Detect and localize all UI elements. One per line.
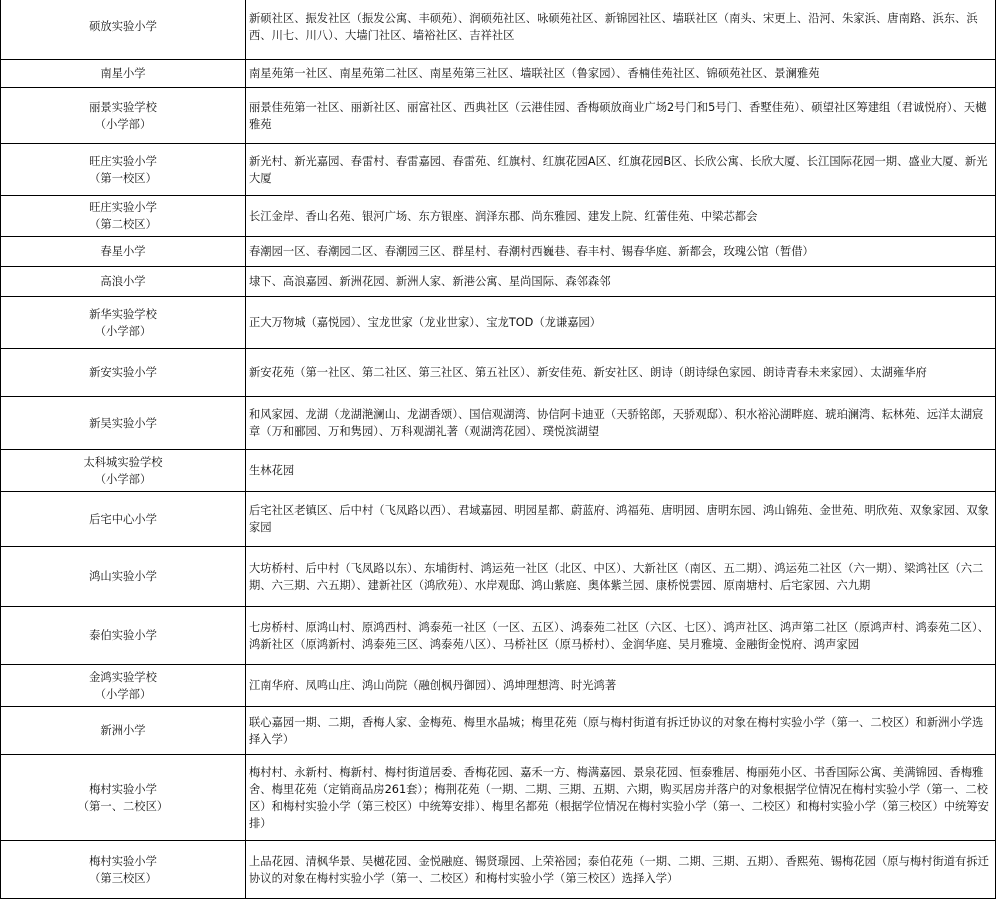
school-name: 高浪小学 xyxy=(1,267,246,297)
school-name xyxy=(1,88,246,144)
table-row xyxy=(1,60,996,88)
school-name-text: 新华实验学校 （小学部） xyxy=(89,307,157,338)
school-name: 新安实验小学 xyxy=(1,349,246,397)
table-row xyxy=(1,297,996,349)
table-row xyxy=(1,144,996,196)
school-name: 泰伯实验小学 xyxy=(1,607,246,665)
table-row xyxy=(1,349,996,397)
district-area: 梅村村、永新村、梅新村、梅村街道居委、香梅花园、嘉禾一方、梅满嘉园、景泉花园、恒泰雅居、梅丽苑小区、书香国际公寓、美满锦园、香梅雅舍、梅里花苑（定销商品房261套）；梅荆花苑（一期、二期、三期、五期、六期，购买居房并落户的对象根据学位情况在梅村实验小学（第一、二校区）和梅村实验小学（第三校区）中统筹安排）、梅里名都苑（根据学位情况在梅村实验小学（第一、二校区）和梅村实验小学（第三校区）中统筹安排） xyxy=(246,755,996,841)
school-name xyxy=(1,755,246,841)
school-name-text: 梅村实验小学 （第一、二校区） xyxy=(77,782,169,813)
district-area: 南星苑第一社区、南星苑第二社区、南星苑第三社区、墙联社区（鲁家园）、香楠佳苑社区、锦硕苑社区、景澜雅苑 xyxy=(246,60,996,88)
table-row xyxy=(1,397,996,450)
school-name: 硕放实验小学 xyxy=(1,0,246,60)
table-row xyxy=(1,450,996,492)
school-name: 春星小学 xyxy=(1,237,246,267)
district-area: 春潮园一区、春潮园二区、春潮园三区、群星村、春潮村西巍巷、春丰村、锡春华庭、新都会，玫瑰公馆（暂借） xyxy=(246,237,996,267)
school-name: 新吴实验小学 xyxy=(1,397,246,450)
school-name: 鸿山实验小学 xyxy=(1,547,246,607)
school-name xyxy=(1,665,246,707)
school-name xyxy=(1,841,246,899)
table-row xyxy=(1,841,996,899)
table-row xyxy=(1,492,996,547)
school-name-text: 丽景实验学校 （小学部） xyxy=(89,100,157,131)
table-row xyxy=(1,88,996,144)
district-area: 后宅社区老镇区、后中村（飞凤路以西）、君域嘉园、明园星都、蔚蓝府、鸿福苑、唐明园、唐明东园、鸿山锦苑、金世苑、明欣苑、双象家园、双象家园 xyxy=(246,492,996,547)
school-name xyxy=(1,196,246,237)
school-name xyxy=(1,144,246,196)
school-name xyxy=(1,297,246,349)
district-area: 联心嘉园一期、二期，香梅人家、金梅苑、梅里水晶城；梅里花苑（原与梅村街道有拆迁协议的对象在梅村实验小学（第一、二校区）和新洲小学选择入学） xyxy=(246,707,996,755)
district-area: 上品花园、清枫华景、吴樾花园、金悦融庭、锡贤璟园、上荣裕园；泰伯花苑（一期、二期、三期、五期）、香熙苑、锡梅花园（原与梅村街道有拆迁协议的对象在梅村实验小学（第一、二校区）和梅村实验小学（第三校区）选择入学） xyxy=(246,841,996,899)
school-name-text: 金鸿实验学校 （小学部） xyxy=(89,670,157,701)
district-area: 正大万物城（嘉悦园）、宝龙世家（龙业世家）、宝龙TOD（龙谦嘉园） xyxy=(246,297,996,349)
table-row xyxy=(1,547,996,607)
district-area: 江南华府、凤鸣山庄、鸿山尚院（融创枫丹御园）、鸿坤理想湾、时光鸿著 xyxy=(246,665,996,707)
school-name-text: 旺庄实验小学 （第一校区） xyxy=(89,154,157,185)
school-name-text: 太科城实验学校 （小学部） xyxy=(83,455,163,486)
district-area: 大坊桥村、后中村（飞凤路以东）、东埔街村、鸿运苑一社区（北区、中区）、大新社区（南区、五二期）、鸿运苑二社区（六一期）、梁鸿社区（六二期、六三期、六五期）、建新社区（鸿欣苑）、水岸观邸、鸿山紫庭、奥体紫兰园、康桥悦雲园、原南塘村、后宅家园、六九期 xyxy=(246,547,996,607)
table-row xyxy=(1,196,996,237)
district-area: 新硕社区、振发社区（振发公寓、丰硕苑）、润硕苑社区、咏硕苑社区、新锦园社区、墙联社区（南头、宋更上、沿河、朱家浜、唐南路、浜东、浜西、川七、川八）、大墙门社区、墙裕社区、吉祥社区 xyxy=(246,0,996,60)
district-area: 七房桥村、原鸿山村、原鸿西村、鸿泰苑一社区（一区、五区）、鸿泰苑二社区（六区、七区）、鸿声社区、鸿声第二社区（原鸿声村、鸿泰苑二区）、鸿新社区（原鸿新村、鸿泰苑三区、鸿泰苑八区）、马桥社区（原马桥村）、金润华庭、吴月雅境、金融街金悦府、鸿声家园 xyxy=(246,607,996,665)
school-name xyxy=(1,450,246,492)
school-name: 南星小学 xyxy=(1,60,246,88)
school-name-text: 旺庄实验小学 （第二校区） xyxy=(89,201,157,231)
district-area: 新光村、新光嘉园、春雷村、春雷嘉园、春雷苑、红旗村、红旗花园A区、红旗花园B区、长欣公寓、长欣大厦、长江国际花园一期、盛业大厦、新光大厦 xyxy=(246,144,996,196)
table-row xyxy=(1,607,996,665)
district-area: 丽景佳苑第一社区、丽新社区、丽富社区、西典社区（云港佳园、香梅硕放商业广场2号门和5号门、香墅佳苑）、硕望社区筹建组（君诚悦府）、天樾雅苑 xyxy=(246,88,996,144)
school-name: 新洲小学 xyxy=(1,707,246,755)
table-row xyxy=(1,0,996,60)
table-row xyxy=(1,237,996,267)
district-area: 长江金岸、香山名苑、银河广场、东方银座、润泽东郡、尚东雅园、建发上院、红蕾佳苑、中梁芯都会 xyxy=(246,196,996,237)
district-area: 埭下、高浪嘉园、新洲花园、新洲人家、新港公寓、星尚国际、森邻森邻 xyxy=(246,267,996,297)
table-row xyxy=(1,665,996,707)
table-row xyxy=(1,267,996,297)
district-area: 新安花苑（第一社区、第二社区、第三社区、第五社区）、新安佳苑、新安社区、朗诗（朗诗绿色家园、朗诗青春未来家园）、太湖雍华府 xyxy=(246,349,996,397)
district-area: 生林花园 xyxy=(246,450,996,492)
district-area: 和风家园、龙湖（龙湖滟澜山、龙湖香颂）、国信观湖湾、协信阿卡迪亚（天骄铭郎，天骄观邸）、积水裕沁湖畔庭、琥珀澜湾、耘林苑、远洋太湖宸章（万和郦园、万和隽园）、万科观湖礼著（观湖湾花园）、璞悦滨湖望 xyxy=(246,397,996,450)
table-row xyxy=(1,707,996,755)
school-name-text: 梅村实验小学 （第三校区） xyxy=(89,854,157,885)
school-name: 后宅中心小学 xyxy=(1,492,246,547)
table-row xyxy=(1,755,996,841)
